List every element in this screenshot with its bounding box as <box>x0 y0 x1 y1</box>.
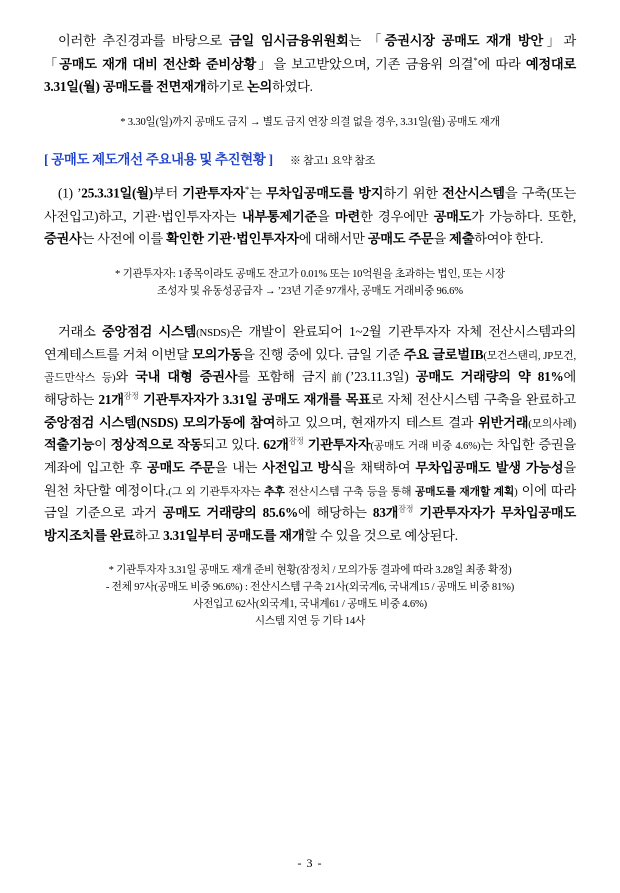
footnote-line: * 기관투자자 3.31일 공매도 재개 준비 현황(잠정치 / 모의가동 결과에 따라 3.28일 최종 확정) <box>108 564 512 576</box>
spacer <box>44 101 576 115</box>
spacer <box>44 550 576 558</box>
spacer <box>44 131 576 149</box>
footnote-line: 시스템 지연 등 기타 14사 <box>254 616 366 628</box>
paragraph-1: 이러한 추진경과를 바탕으로 금일 임시금융위원회는 「증권시장 공매도 재개 방안」과 「공매도 재개 대비 전산화 준비상황」을 보고받았으며, 기존 금융위 의결*에 따라 예정대로 3.31일(월) 공매도를 전면재개하기로 논의하였다. <box>44 33 577 94</box>
section-heading-text: [ 공매도 제도개선 주요내용 및 추진현황 ] <box>44 152 273 168</box>
footnote-line: * 기관투자자: 1종목이라도 공매도 잔고가 0.01% 또는 10억원을 초과하는 법인, 또는 시장 <box>115 268 505 280</box>
spacer <box>44 168 576 182</box>
paragraph-2-footnote <box>44 267 576 301</box>
section-heading <box>44 149 576 168</box>
page-number: - 3 - <box>297 856 323 870</box>
paragraph-3-footnote <box>44 562 576 631</box>
footnote-line: - 전체 97사(공매도 비중 96.6%) : 전산시스템 구축 21사(외국계6, 국내계15 / 공매도 비중 81%) <box>105 582 515 593</box>
spacer <box>44 253 576 261</box>
paragraph-3: 거래소 중앙점검 시스템(NSDS)은 개발이 완료되어 1~2월 기관투자자 자체 전산시스템과의 연계테스트를 거쳐 이번달 모의가동을 진행 중에 있다. 금일 기준 주요 글로벌IB(모건스탠리, JP모건, 골드만삭스 등)와 국내 대형 증권사를 포함해 금지前(’23.11.3일) 공매도 거래량의 약 81%에 해당하는 21개$^{잠정}$ 기관투자자가 3.31일 공매도 재개를 목표로 자체 전산시스템 구축을 완료하고 중앙점검 시스템(NSDS) 모의가동에 참여하고 있으며, 현재까지 테스트 결과 위반거래(모의사례) 적출기능이 정상적으로 작동되고 있다. 62개$^{잠정}$ 기관투자자(공매도 거래 비중 4.6%)는 차입한 증권을 계좌에 입고한 후 공매도 주문을 내는 사전입고 방식을 채택하여 무차입공매도 발생 가능성을 원천 차단할 예정이다.(그 외 기관투자자는 추후 전산시스템 구축 등을 통해 공매도를 재개할 계획) 이에 따라 금일 기준으로 과거 공매도 거래량의 85.6%에 해당하는 83개$^{잠정}$ 기관투자자가 무차입공매도 방지조치를 완료하고 3.31일부터 공매도를 재개할 수 있을 것으로 예상된다. <box>44 323 577 544</box>
paragraph-2: (1) ’25.3.31일(월)부터 기관투자자*는 무차입공매도를 방지하기 위한 전산시스템을 구축(또는 사전입고)하고, 기관·법인투자자는 내부통제기준을 마련한 경우에만 공매도가 가능하다. 또한, 증권사는 사전에 이를 확인한 기관·법인투자자에 대해서만 공매도 주문을 제출하여야 한다. <box>44 184 577 247</box>
footnote-line: 사전입고 62사(외국계1, 국내계61 / 공매도 비중 4.6%) <box>193 599 427 611</box>
paragraph-1-footnote: * 3.30일(일)까지 공매도 금지 → 별도 금지 연장 의결 없을 경우, 3.31일(월) 공매도 재개 <box>120 116 500 128</box>
section-reference-note: ※ 참고1 요약 참조 <box>289 155 376 168</box>
footnote-line: 조성자 및 유동성공급자 → ’23년 기준 97개사, 공매도 거래비중 96.6% <box>157 285 463 297</box>
spacer <box>44 307 576 321</box>
